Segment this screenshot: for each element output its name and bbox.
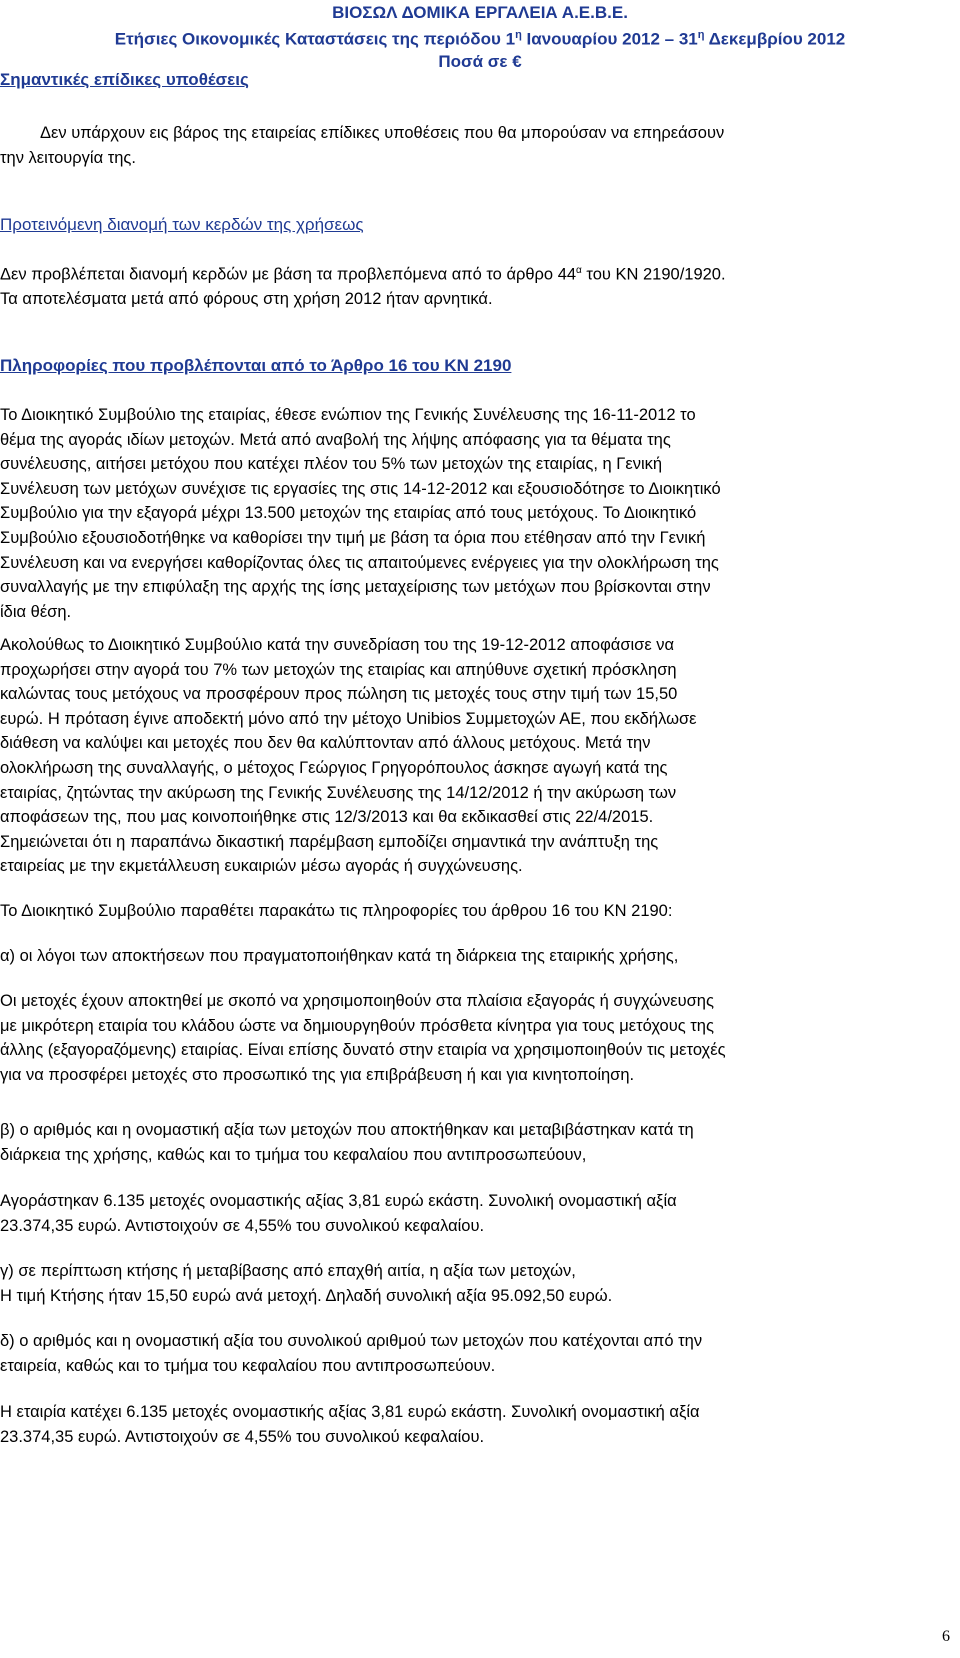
- legal-cases-title: Σημαντικές επίδικες υποθέσεις: [0, 70, 249, 89]
- text-line: 23.374,35 ευρώ. Αντιστοιχούν σε 4,55% του συνολικού κεφαλαίου.: [0, 1427, 485, 1446]
- article16-paragraph-7: [0, 1189, 958, 1238]
- text-line: ίδια θέση.: [0, 602, 72, 621]
- text-line: 23.374,35 ευρώ. Αντιστοιχούν σε 4,55% του συνολικού κεφαλαίου.: [0, 1216, 485, 1235]
- text-line: Σημειώνεται ότι η παραπάνω δικαστική παρέμβαση εμποδίζει σημαντικά την ανάπτυξη της: [0, 832, 659, 851]
- text-line: εταιρεία, καθώς και το τμήμα του κεφαλαίου που αντιπροσωπεύουν.: [0, 1356, 496, 1375]
- legal-cases-paragraph: Δεν υπάρχουν εις βάρος της εταιρείας επίδικες υποθέσεις που θα μπορούσαν να επηρεάσουν την λειτουργία της.: [0, 124, 725, 167]
- statements-period: Ετήσιες Οικονομικές Καταστάσεις της περιόδου $1^\eta$ Ιανουαρίου $2012 - 31^\eta$ Δεκεμβρίου 2012: [114, 29, 846, 49]
- text-line: Συνέλευση και να ενεργήσει καθορίζοντας όλες τις απαιτούμενες ενέργειες για την ολοκλήρωση της: [0, 553, 719, 572]
- text-line: β) ο αριθμός και η ονομαστική αξία των μετοχών που αποκτήθηκαν και μεταβιβάστηκαν κατά τη: [0, 1121, 694, 1139]
- text-line: με μικρότερη εταιρία του κλάδου ώστε να δημιουργηθούν πρόσθετα κίνητρα για τους μετόχους της: [0, 1016, 714, 1035]
- profit-distribution-paragraph: Δεν προβλέπεται διανομή κερδών με βάση τα προβλεπόμενα από το άρθρο $44^\alpha$ του ΚΝ 2190/1920. Τα αποτελέσματα μετά από φόρους στη χρήση 2012 ήταν αρνητικά.: [0, 265, 726, 309]
- text-line: ολοκλήρωση της συναλλαγής, ο μέτοχος Γεώργιος Γρηγορόπουλος άσκησε αγωγή κατά της: [0, 758, 668, 777]
- text-line: για να προσφέρει μετοχές στο προσωπικό της για επιβράβευση ή και για κινητοποίηση.: [0, 1065, 635, 1084]
- article16-paragraph-1: [0, 403, 958, 624]
- text-line: εταιρείας με την εκμετάλλευση ευκαιριών μέσω αγοράς ή συγχώνευσης.: [0, 857, 523, 876]
- text-line: Ακολούθως το Διοικητικό Συμβούλιο κατά την συνεδρίαση του της 19-12-2012 αποφάσισε να: [0, 636, 675, 654]
- text-line: Οι μετοχές έχουν αποκτηθεί με σκοπό να χρησιμοποιηθούν στα πλαίσια εξαγοράς ή συγχώνευσης: [0, 992, 714, 1010]
- text-line: συναλλαγής με την επιφύλαξη της αρχής της ίσης μεταχείρισης των μετόχων που βρίσκονται στην: [0, 578, 711, 597]
- amounts-currency: Ποσά σε €: [438, 51, 522, 71]
- article16-paragraph-4: α) οι λόγοι των αποκτήσεων που πραγματοποιήθηκαν κατά τη διάρκεια της εταιρικής χρήσης,: [0, 947, 679, 965]
- article16-paragraph-6: [0, 1118, 958, 1167]
- text-line: εταιρίας, ζητώντας την ακύρωση της Γενικής Συνέλευσης της 14/12/2012 ή την ακύρωση των: [0, 783, 677, 802]
- text-line: Αγοράστηκαν 6.135 μετοχές ονομαστικής αξίας 3,81 ευρώ εκάστη. Συνολική ονομαστική αξία: [0, 1192, 677, 1210]
- text-line: Συμβούλιο για την εξαγορά μέχρι 13.500 μετοχών της εταιρίας από τους μετόχους. Το Διοικητικό: [0, 504, 697, 523]
- text-line: ευρώ. Η πρόταση έγινε αποδεκτή μόνο από την μέτοχο Unibios Συμμετοχών ΑΕ, που εκδήλωσε: [0, 709, 697, 728]
- text-line: άλλης (εξαγοραζόμενης) εταιρίας. Είναι επίσης δυνατό στην εταιρία να χρησιμοποιηθούν τις μετοχές: [0, 1041, 726, 1060]
- text-line: Συμβούλιο εξουσιοδοτήθηκε να καθορίσει την τιμή με βάση τα όρια που ετέθησαν από την Γενική: [0, 528, 706, 547]
- article16-paragraph-5: [0, 989, 958, 1087]
- article16-paragraph-10: [0, 1400, 958, 1449]
- text-line: Η τιμή Κτήσης ήταν 15,50 ευρώ ανά μετοχή. Δηλαδή συνολική αξία 95.092,50 ευρώ.: [0, 1286, 613, 1305]
- text-line: συνέλευσης, αιτήσει μετόχου που κατέχει πλέον του 5% των μετοχών της εταιρίας, η Γενική: [0, 455, 663, 474]
- text-line: αποφάσεων της, που μας κοινοποιήθηκε στις 12/3/2013 και θα εκδικασθεί στις 22/4/2015.: [0, 808, 654, 827]
- article16-title: Πληροφορίες που προβλέπονται από το Άρθρο 16 του ΚΝ 2190: [0, 356, 512, 375]
- text-line: θέμα της αγοράς ιδίων μετοχών. Μετά από αναβολή της λήψης απόφασης για τα θέματα της: [0, 430, 671, 449]
- text-line: καλώντας τους μετόχους να προσφέρουν προς πώληση τις μετοχές τους στην τιμή των 15,50: [0, 685, 678, 704]
- page-number: 6: [942, 1628, 950, 1645]
- text-line: προχωρήσει στην αγορά του 7% των μετοχών της εταιρίας και απηύθυνε σχετική πρόσκληση: [0, 660, 677, 679]
- text-line: διάρκεια της χρήσης, καθώς και το τμήμα του κεφαλαίου που αντιπροσωπεύουν,: [0, 1145, 587, 1164]
- page-header: [0, 2, 960, 73]
- text-line: Συνέλευση των μετόχων συνέχισε τις εργασίες της στις 14-12-2012 και εξουσιοδότησε το Διοικητικό: [0, 479, 721, 498]
- company-name: ΒΙΟΣΩΛ ΔΟΜΙΚΑ ΕΡΓΑΛΕΙΑ Α.Ε.Β.Ε.: [332, 3, 628, 22]
- profit-distribution-title: Προτεινόμενη διανομή των κερδών της χρήσεως: [0, 215, 364, 234]
- text-line: Η εταιρία κατέχει 6.135 μετοχές ονομαστικής αξίας 3,81 ευρώ εκάστη. Συνολική ονομαστική αξία: [0, 1403, 700, 1421]
- text-line: γ) σε περίπτωση κτήσης ή μεταβίβασης από επαχθή αιτία, η αξία των μετοχών,: [0, 1262, 576, 1280]
- article16-paragraph-3: Το Διοικητικό Συμβούλιο παραθέτει παρακάτω τις πληροφορίες του άρθρου 16 του ΚΝ 2190:: [0, 902, 673, 920]
- text-line: διάθεση να καλύψει και μετοχές που δεν θα καλύπτονταν από άλλους μετόχους. Μετά την: [0, 734, 651, 753]
- text-line: Το Διοικητικό Συμβούλιο της εταιρίας, έθεσε ενώπιον της Γενικής Συνέλευσης της 16-11-2012 το: [0, 406, 696, 424]
- text-line: δ) ο αριθμός και η ονομαστική αξία του συνολικού αριθμού των μετοχών που κατέχονται από την: [0, 1332, 703, 1350]
- article16-paragraph-8: [0, 1259, 958, 1308]
- article16-paragraph-9: [0, 1329, 958, 1378]
- article16-paragraph-2: [0, 633, 958, 879]
